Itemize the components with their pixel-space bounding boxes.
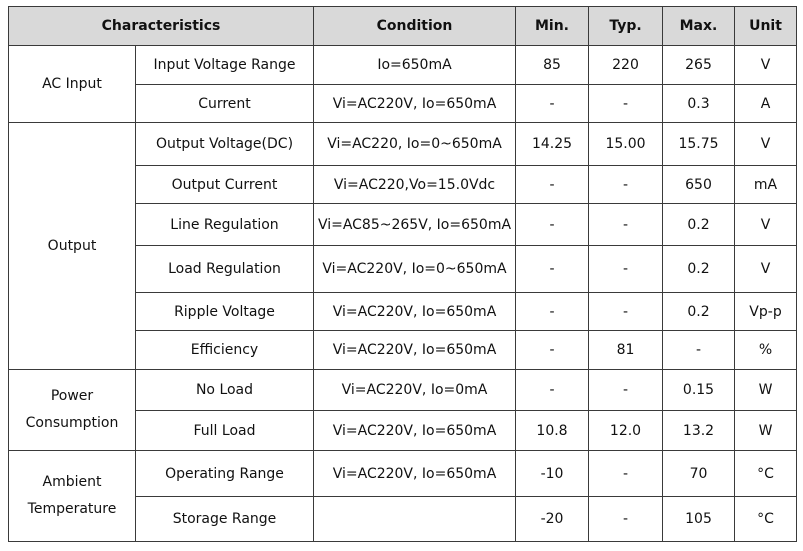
header-max: Max. xyxy=(663,7,735,46)
condition-cell: Io=650mA xyxy=(314,46,516,85)
unit-cell: W xyxy=(735,370,797,411)
typ-cell: 81 xyxy=(589,331,663,370)
header-condition: Condition xyxy=(314,7,516,46)
specifications-table xyxy=(8,6,797,542)
min-cell: -10 xyxy=(516,451,589,497)
unit-cell: °C xyxy=(735,451,797,497)
group-label-line: Power xyxy=(50,388,94,404)
table-row xyxy=(9,370,797,411)
param-cell: No Load xyxy=(136,370,314,411)
max-cell: 0.3 xyxy=(663,85,735,123)
group-label-line: Temperature xyxy=(27,501,117,517)
typ-cell: - xyxy=(589,293,663,331)
min-cell: - xyxy=(516,166,589,204)
condition-cell xyxy=(314,497,516,542)
condition-cell: Vi=AC220V, Io=0mA xyxy=(314,370,516,411)
group-label-line: Ambient xyxy=(42,474,102,490)
max-cell: - xyxy=(663,331,735,370)
condition-cell: Vi=AC220V, Io=650mA xyxy=(314,293,516,331)
group-label-ambient-temperature xyxy=(9,451,136,542)
unit-cell: mA xyxy=(735,166,797,204)
min-cell: - xyxy=(516,246,589,293)
typ-cell: - xyxy=(589,204,663,246)
group-label-output: Output xyxy=(9,123,136,370)
unit-cell: W xyxy=(735,411,797,451)
unit-cell: V xyxy=(735,46,797,85)
max-cell: 0.2 xyxy=(663,246,735,293)
condition-cell: Vi=AC220V, Io=650mA xyxy=(314,411,516,451)
unit-cell: % xyxy=(735,331,797,370)
param-cell: Output Current xyxy=(136,166,314,204)
typ-cell: - xyxy=(589,85,663,123)
condition-cell: Vi=AC220,Vo=15.0Vdc xyxy=(314,166,516,204)
header-row xyxy=(9,7,797,46)
header-min: Min. xyxy=(516,7,589,46)
param-cell: Ripple Voltage xyxy=(136,293,314,331)
unit-cell: Vp-p xyxy=(735,293,797,331)
header-characteristics: Characteristics xyxy=(9,7,314,46)
typ-cell: 12.0 xyxy=(589,411,663,451)
max-cell: 105 xyxy=(663,497,735,542)
param-cell: Output Voltage(DC) xyxy=(136,123,314,166)
min-cell: - xyxy=(516,370,589,411)
max-cell: 265 xyxy=(663,46,735,85)
min-cell: 14.25 xyxy=(516,123,589,166)
header-typ: Typ. xyxy=(589,7,663,46)
typ-cell: - xyxy=(589,370,663,411)
min-cell: -20 xyxy=(516,497,589,542)
typ-cell: 220 xyxy=(589,46,663,85)
condition-cell: Vi=AC220V, Io=650mA xyxy=(314,331,516,370)
unit-cell: V xyxy=(735,123,797,166)
header-unit: Unit xyxy=(735,7,797,46)
unit-cell: °C xyxy=(735,497,797,542)
min-cell: - xyxy=(516,204,589,246)
min-cell: - xyxy=(516,85,589,123)
min-cell: 10.8 xyxy=(516,411,589,451)
table-row xyxy=(9,46,797,85)
group-label-power-consumption xyxy=(9,370,136,451)
param-cell: Storage Range xyxy=(136,497,314,542)
table-row xyxy=(9,451,797,497)
param-cell: Current xyxy=(136,85,314,123)
typ-cell: - xyxy=(589,497,663,542)
unit-cell: A xyxy=(735,85,797,123)
max-cell: 0.2 xyxy=(663,204,735,246)
unit-cell: V xyxy=(735,246,797,293)
param-cell: Full Load xyxy=(136,411,314,451)
param-cell: Line Regulation xyxy=(136,204,314,246)
condition-cell: Vi=AC220V, Io=650mA xyxy=(314,451,516,497)
param-cell: Input Voltage Range xyxy=(136,46,314,85)
max-cell: 650 xyxy=(663,166,735,204)
typ-cell: - xyxy=(589,451,663,497)
max-cell: 15.75 xyxy=(663,123,735,166)
unit-cell: V xyxy=(735,204,797,246)
condition-cell: Vi=AC85~265V, Io=650mA xyxy=(314,204,516,246)
min-cell: - xyxy=(516,293,589,331)
table-row xyxy=(9,123,797,166)
group-label-ac-input: AC Input xyxy=(9,46,136,123)
condition-cell: Vi=AC220, Io=0~650mA xyxy=(314,123,516,166)
typ-cell: - xyxy=(589,246,663,293)
max-cell: 13.2 xyxy=(663,411,735,451)
max-cell: 0.2 xyxy=(663,293,735,331)
typ-cell: 15.00 xyxy=(589,123,663,166)
typ-cell: - xyxy=(589,166,663,204)
group-label-line: Consumption xyxy=(25,415,119,431)
min-cell: 85 xyxy=(516,46,589,85)
max-cell: 0.15 xyxy=(663,370,735,411)
condition-cell: Vi=AC220V, Io=0~650mA xyxy=(314,246,516,293)
param-cell: Efficiency xyxy=(136,331,314,370)
min-cell: - xyxy=(516,331,589,370)
param-cell: Load Regulation xyxy=(136,246,314,293)
max-cell: 70 xyxy=(663,451,735,497)
param-cell: Operating Range xyxy=(136,451,314,497)
condition-cell: Vi=AC220V, Io=650mA xyxy=(314,85,516,123)
